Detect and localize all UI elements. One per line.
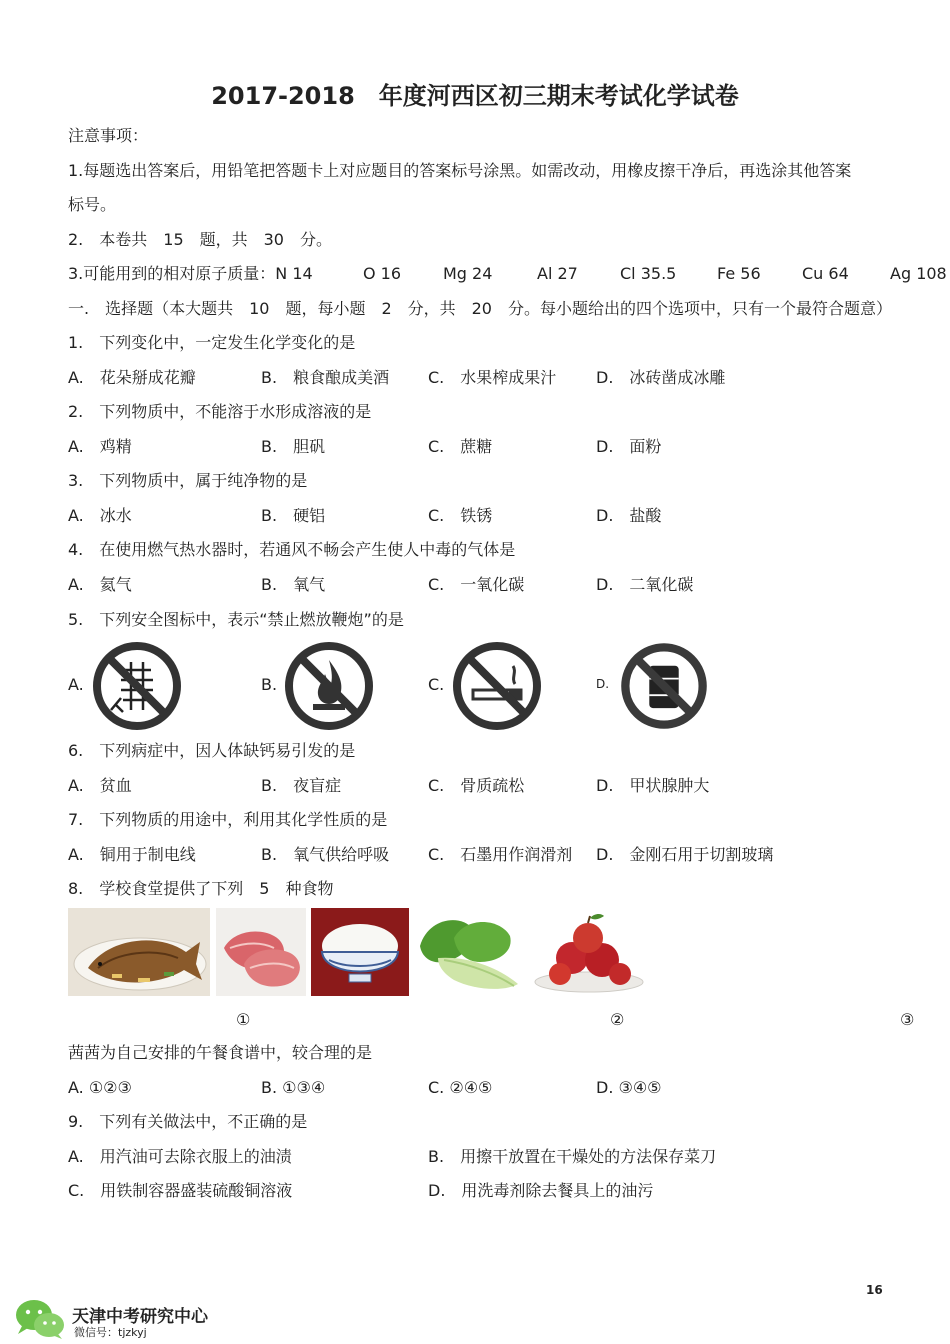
mass-al: Al 27 bbox=[537, 264, 578, 283]
question-3-option-d: D. 盐酸 bbox=[596, 506, 662, 525]
note-1-line-1: 1.每题选出答案后，用铅笔把答题卡上对应题目的答案标号涂黑。如需改动，用橡皮擦干净后，再选涂其他答案 bbox=[68, 161, 852, 180]
question-7-option-a: A. 铜用于制电线 bbox=[68, 845, 196, 864]
question-6-option-a: A. 贫血 bbox=[68, 776, 132, 795]
question-8-stem: 8. 学校食堂提供了下列 5 种食物 bbox=[68, 879, 334, 898]
question-9-stem: 9. 下列有关做法中，不正确的是 bbox=[68, 1112, 308, 1131]
question-2-option-b: B. 胆矾 bbox=[261, 437, 326, 456]
question-5-stem: 5. 下列安全图标中，表示“禁止燃放鞭炮”的是 bbox=[68, 610, 404, 629]
question-9-option-a: A. 用汽油可去除衣服上的油渍 bbox=[68, 1147, 292, 1166]
raw-meat-image bbox=[216, 908, 306, 996]
food-label-3: ③ bbox=[900, 1010, 915, 1029]
question-1-stem: 1. 下列变化中，一定发生化学变化的是 bbox=[68, 333, 356, 352]
question-3-option-a: A. 冰水 bbox=[68, 506, 132, 525]
question-7-option-d: D. 金刚石用于切割玻璃 bbox=[596, 845, 774, 864]
mass-mg: Mg 24 bbox=[443, 264, 493, 283]
question-2-option-d: D. 面粉 bbox=[596, 437, 662, 456]
question-4-option-b: B. 氧气 bbox=[261, 575, 326, 594]
logo-wechat-id: 微信号：tjzkyj bbox=[74, 1326, 147, 1339]
question-2-stem: 2. 下列物质中，不能溶于水形成溶液的是 bbox=[68, 402, 372, 421]
question-1-option-a: A. 花朵掰成花瓣 bbox=[68, 368, 196, 387]
fish-dish-image bbox=[68, 908, 210, 996]
note-1-line-2: 标号。 bbox=[68, 195, 117, 214]
question-6-option-c: C. 骨质疏松 bbox=[428, 776, 525, 795]
question-5-option-a: A. bbox=[68, 675, 84, 694]
page-number: 16 bbox=[866, 1283, 883, 1297]
no-smoking-sign-icon bbox=[451, 640, 543, 732]
question-1-option-c: C. 水果榨成果汁 bbox=[428, 368, 557, 387]
question-3-option-b: B. 硬铝 bbox=[261, 506, 326, 525]
question-8-question: 茜茜为自己安排的午餐食谱中，较合理的是 bbox=[68, 1043, 373, 1062]
mass-fe: Fe 56 bbox=[717, 264, 761, 283]
mass-o: O 16 bbox=[363, 264, 402, 283]
question-7-stem: 7. 下列物质的用途中，利用其化学性质的是 bbox=[68, 810, 388, 829]
question-5-option-c: C. bbox=[428, 675, 445, 694]
rice-bowl-image bbox=[311, 908, 409, 996]
question-9-option-c: C. 用铁制容器盛装硫酸铜溶液 bbox=[68, 1181, 293, 1200]
food-label-2: ② bbox=[610, 1010, 625, 1029]
question-4-option-d: D. 二氧化碳 bbox=[596, 575, 694, 594]
section-heading: 一. 选择题（本大题共 10 题，每小题 2 分，共 20 分。每小题给出的四个选项中，只有一个最符合题意） bbox=[68, 299, 892, 318]
question-2-option-c: C. 蔗糖 bbox=[428, 437, 493, 456]
question-4-option-c: C. 一氧化碳 bbox=[428, 575, 525, 594]
question-3-stem: 3. 下列物质中，属于纯净物的是 bbox=[68, 471, 308, 490]
question-9-option-d: D. 用洗毒剂除去餐具上的油污 bbox=[428, 1181, 654, 1200]
question-6-option-d: D. 甲状腺肿大 bbox=[596, 776, 710, 795]
logo-name: 天津中考研究中心 bbox=[72, 1307, 208, 1327]
question-9-option-b: B. 用擦干放置在干燥处的方法保存菜刀 bbox=[428, 1147, 717, 1166]
no-firecrackers-sign-icon bbox=[91, 640, 183, 732]
question-2-option-a: A. 鸡精 bbox=[68, 437, 132, 456]
question-8-option-a: A. ①②③ bbox=[68, 1078, 132, 1097]
question-8-option-c: C. ②④⑤ bbox=[428, 1078, 493, 1097]
question-7-option-b: B. 氧气供给呼吸 bbox=[261, 845, 390, 864]
mass-cl: Cl 35.5 bbox=[620, 264, 677, 283]
question-6-option-b: B. 夜盲症 bbox=[261, 776, 342, 795]
note-2: 2. 本卷共 15 题，共 30 分。 bbox=[68, 230, 332, 249]
notes-heading: 注意事项： bbox=[68, 126, 149, 145]
mass-ag: Ag 108 bbox=[890, 264, 947, 283]
question-5-option-b: B. bbox=[261, 675, 278, 694]
wechat-logo-icon bbox=[14, 1298, 66, 1340]
no-open-flame-sign-icon bbox=[283, 640, 375, 732]
no-flammable-drum-sign-icon bbox=[618, 640, 710, 732]
page-title: 2017-2018 年度河西区初三期末考试化学试卷 bbox=[211, 82, 739, 110]
bok-choy-image bbox=[414, 908, 524, 996]
mass-cu: Cu 64 bbox=[802, 264, 849, 283]
food-label-1: ① bbox=[236, 1010, 251, 1029]
question-1-option-b: B. 粮食酿成美酒 bbox=[261, 368, 390, 387]
question-4-stem: 4. 在使用燃气热水器时，若通风不畅会产生使人中毒的气体是 bbox=[68, 540, 516, 559]
note-3-label: 3.可能用到的相对原子质量：N 14 bbox=[68, 264, 313, 283]
question-3-option-c: C. 铁锈 bbox=[428, 506, 493, 525]
apples-image bbox=[530, 908, 648, 996]
question-8-option-b: B. ①③④ bbox=[261, 1078, 326, 1097]
question-6-stem: 6. 下列病症中，因人体缺钙易引发的是 bbox=[68, 741, 356, 760]
question-7-option-c: C. 石墨用作润滑剂 bbox=[428, 845, 573, 864]
question-8-option-d: D. ③④⑤ bbox=[596, 1078, 662, 1097]
question-4-option-a: A. 氦气 bbox=[68, 575, 132, 594]
question-1-option-d: D. 冰砖凿成冰雕 bbox=[596, 368, 726, 387]
question-5-option-d: D. bbox=[596, 677, 610, 691]
